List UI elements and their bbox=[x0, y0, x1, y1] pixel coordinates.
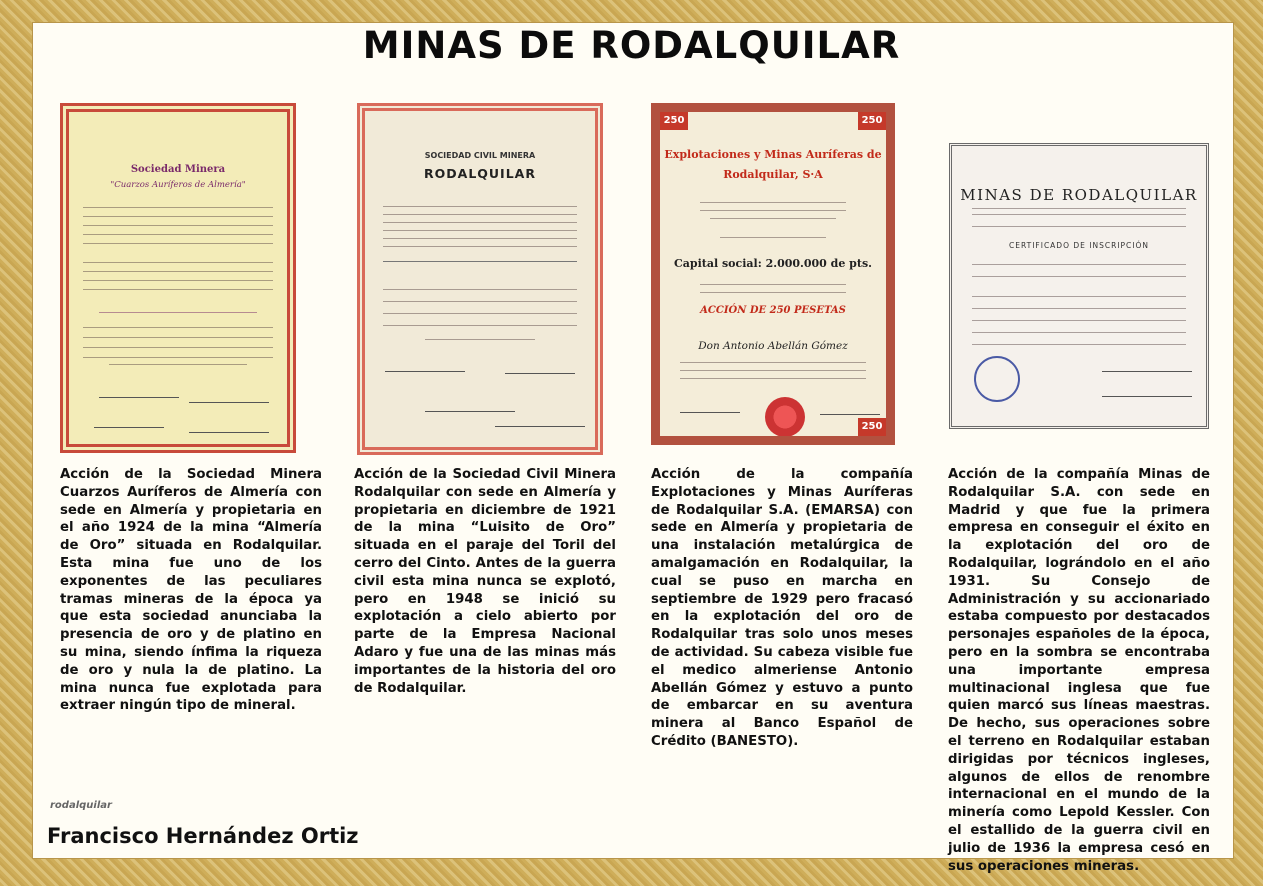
certificate-image-3 bbox=[651, 103, 895, 445]
ink-stamp-icon bbox=[974, 356, 1020, 402]
certificate-image-2 bbox=[357, 103, 603, 455]
certificate-3-corner-value: 250 bbox=[858, 418, 886, 436]
wax-seal-icon bbox=[765, 397, 805, 437]
certificate-2-heading: SOCIEDAD CIVIL MINERA bbox=[424, 151, 536, 160]
certificate-3-description: Acción de la compañía Explotaciones y Minas Auríferas de Rodalquilar S.A. (EMARSA) con sede en Almería y propietaria de una instalación metalúrgica de amalgamación en Rodalquilar, la cual se puso en marcha en septiembre de 1929 pero fracasó en la explotación del oro de Rodalquilar tras solo unos meses de actividad. Su cabeza visible fue el medico almeriense Antonio Abellán Gómez y estuvo a punto de embarcar en su aventura minera al Banco Español de Crédito (BANESTO). bbox=[651, 467, 913, 749]
certificate-3-share-value: ACCIÓN DE 250 PESETAS bbox=[700, 305, 846, 316]
certificate-3-corner-value: 250 bbox=[660, 112, 688, 130]
certificate-2-description: Acción de la Sociedad Civil Minera Rodalquilar con sede en Almería y propietaria en diciembre de 1921 de la mina “Luisito de Oro” situada en el paraje del Toril del cerro del Cinto. Antes de la guerra civil esta mina nunca se explotó, pero en 1948 se inició su explotación a cielo abierto por parte de la Empresa Nacional Adaro y fue una de las minas más importantes de la historia del oro de Rodalquilar. bbox=[354, 467, 616, 696]
certificate-3-heading: Explotaciones y Minas Auríferas de Rodalquilar, S·A bbox=[664, 148, 882, 181]
author-name: Francisco Hernández Ortiz bbox=[47, 824, 359, 848]
certificate-4-subheading: CERTIFICADO DE INSCRIPCIÓN bbox=[1008, 241, 1150, 250]
certificate-1-heading: Sociedad Minera bbox=[130, 164, 226, 175]
certificate-1-description: Acción de la Sociedad Minera Cuarzos Auríferos de Almería con sede en Almería y propietaria en el año 1924 de la mina “Almería de Oro” situada en Rodalquilar. Esta mina fue uno de los exponentes de las peculiares tramas mineras de la época ya que esta sociedad anunciaba la presencia de oro y de platino en su mina, siendo ínfima la riqueza de oro y nula la de platino. La mina nunca fue explotada para extraer ningún tipo de mineral. bbox=[60, 467, 322, 714]
certificate-3-capital: Capital social: 2.000.000 de pts. bbox=[674, 257, 872, 270]
certificate-3-holder: Don Antonio Abellán Gómez bbox=[698, 340, 848, 352]
certificate-4-heading: MINAS DE RODALQUILAR bbox=[960, 186, 1198, 204]
certificate-3-corner-value: 250 bbox=[858, 112, 886, 130]
certificate-image-4 bbox=[949, 143, 1209, 429]
page-title: MINAS DE RODALQUILAR bbox=[362, 24, 901, 67]
certificate-1-subheading: "Cuarzos Auríferos de Almería" bbox=[110, 180, 246, 190]
certificate-4-description: Acción de la compañía Minas de Rodalquilar S.A. con sede en Madrid y que fue la primera empresa en conseguir el éxito en la explotación del oro de Rodalquilar, lográndolo en el año 1931. Su Consejo de Administración y su accionariado estaba compuesto por destacados personajes españoles de la época, pero en la sombra se encontraba una importante empresa multinacional inglesa que fue quien marcó sus líneas maestras. De hecho, sus operaciones sobre el terreno en Rodalquilar estaban dirigidas por técnicos ingleses, algunos de ellos de renombre internacional en el mundo de la minería como Lepold Kessler. Con el estallido de la guerra civil en julio de 1936 la empresa cesó en sus operaciones mineras. bbox=[948, 467, 1210, 874]
rodalquilar-logo: rodalquilar bbox=[50, 800, 112, 811]
certificate-image-1 bbox=[60, 103, 296, 453]
certificate-2-subheading: RODALQUILAR bbox=[424, 166, 536, 181]
